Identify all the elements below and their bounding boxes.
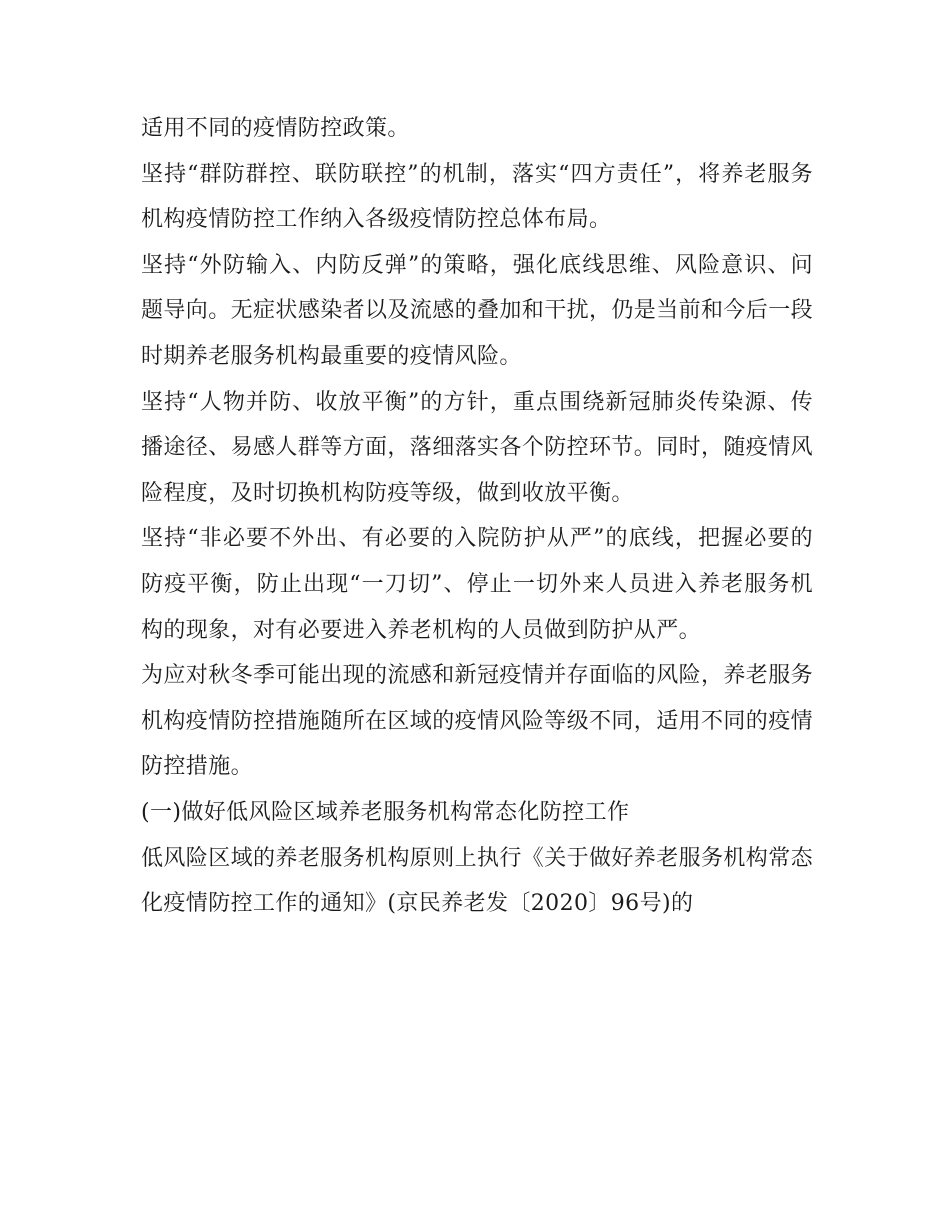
section-heading-low-risk: (一)做好低风险区域养老服务机构常态化防控工作 — [141, 799, 630, 825]
paragraph-people-goods-policy: 坚持“人物并防、收放平衡”的方针，重点围绕新冠肺炎传染源、传播途径、易感人群等方面，落细落实各个防控环节。同时，随疫情风险程度，及时切换机构防疫等级，做到收放平衡。 — [141, 389, 814, 506]
paragraph-joint-prevention: 坚持“群防群控、联防联控”的机制，落实“四方责任”，将养老服务机构疫情防控工作纳入各级疫情防控总体布局。 — [141, 161, 813, 233]
paragraph-bottom-line: 坚持“非必要不外出、有必要的入院防护从严”的底线，把握必要的防疫平衡，防止出现“一刀切”、停止一切外来人员进入养老服务机构的现象，对有必要进入养老机构的人员做到防护从严。 — [141, 526, 813, 643]
paragraph-policy-continuation: 适用不同的疫情防控政策。 — [141, 116, 410, 141]
paragraph-low-risk-rules: 低风险区域的养老服务机构原则上执行《关于做好养老服务机构常态化疫情防控工作的通知》(京民养老发〔2020〕96号)的 — [141, 845, 814, 917]
document-body — [141, 106, 813, 927]
paragraph-external-input-strategy: 坚持“外防输入、内防反弹”的策略，强化底线思维、风险意识、问题导向。无症状感染者以及流感的叠加和干扰，仍是当前和今后一段时期养老服务机构最重要的疫情风险。 — [141, 252, 814, 369]
paragraph-autumn-winter-risk: 为应对秋冬季可能出现的流感和新冠疫情并存面临的风险，养老服务机构疫情防控措施随所在区域的疫情风险等级不同，适用不同的疫情防控措施。 — [141, 663, 814, 780]
